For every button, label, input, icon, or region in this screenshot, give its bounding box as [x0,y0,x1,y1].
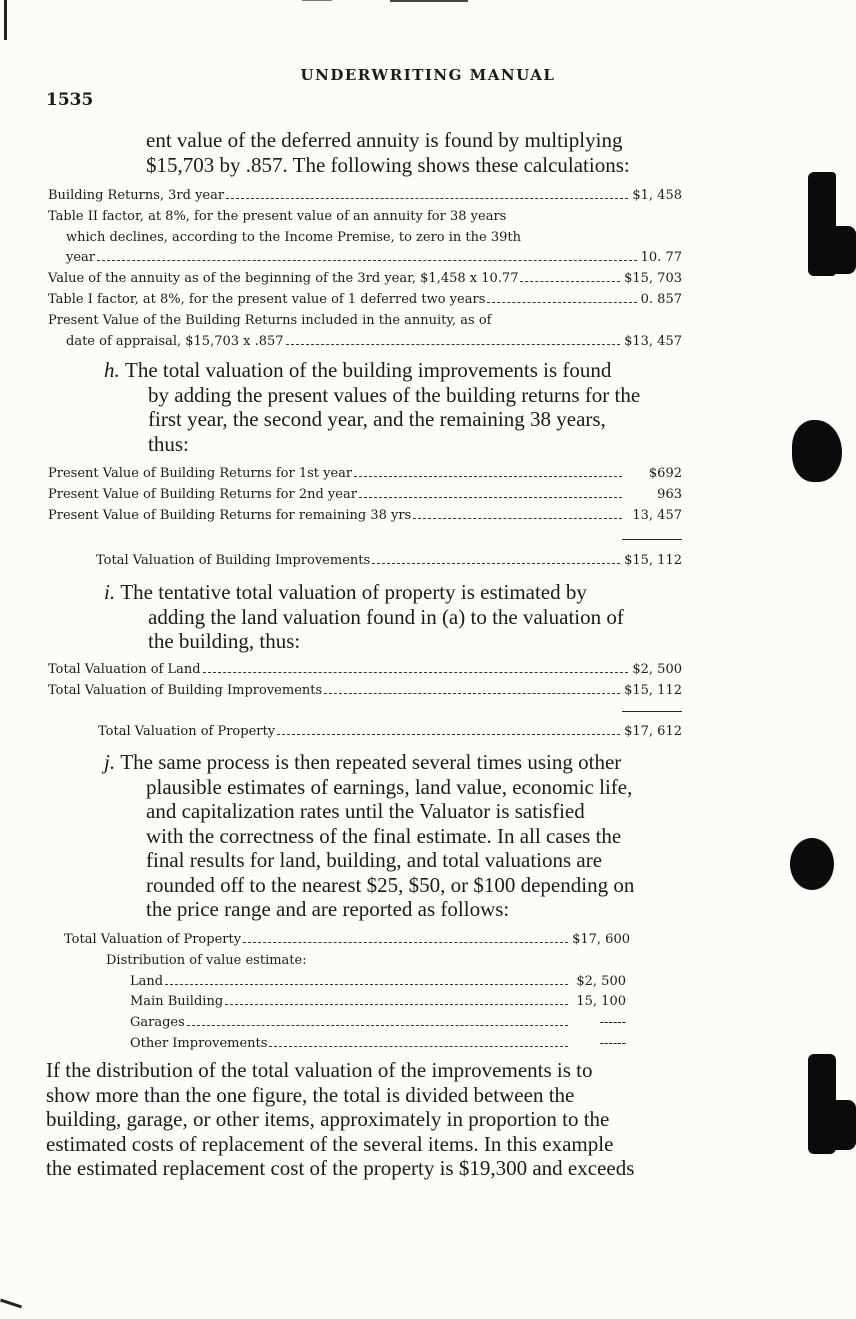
calc-row [48,207,682,228]
section-line: first year, the second year, and the remaining 38 years, [148,407,606,431]
dot-leader [324,692,620,694]
dot-leader [359,496,622,498]
pv-label: Present Value of Building Returns for remaining 38 yrs [48,507,412,523]
pv-total [96,551,682,572]
punch-hole-mark [792,420,842,482]
section-line: by adding the present values of the building returns for the [148,382,641,407]
closing-line [46,1156,680,1181]
section-letter: h. [104,358,120,382]
pv-row [48,485,682,506]
distribution-item-label: Land [130,973,164,989]
distribution-item-value: ------ [599,1015,626,1031]
pv-row [48,506,682,527]
pv-total-row [96,551,682,572]
scan-top-rule [390,0,468,2]
calc-row [48,311,682,332]
dot-leader [286,343,621,345]
section-text: The same process is then repeated several times using other [120,750,622,774]
calc-row [48,290,682,311]
running-header: UNDERWRITING MANUAL [300,66,556,84]
pv-label: Present Value of Building Returns for 2nd year [48,486,357,502]
section-line: and capitalization rates until the Valuator is satisfied [146,799,585,823]
distribution-label: Distribution of value estimate: [106,952,307,968]
pv-value: 963 [657,486,682,502]
closing-text: building, garage, or other items, approximately in proportion to the [46,1107,610,1131]
punch-hole-mark [790,838,834,890]
scan-edge-mark [0,1299,22,1309]
closing-text: the estimated replacement cost of the property is $19,300 and exceeds [46,1156,635,1180]
section-text: The total valuation of the building improvements is found [125,358,612,382]
calc-value: 10. 77 [640,250,682,266]
section-line: the building, thus: [148,629,301,653]
intro-line: $15,703 by .857. The following shows these calculations: [146,152,630,177]
calc-label: Present Value of the Building Returns included in the annuity, as of [48,312,492,328]
dot-leader [225,1003,568,1005]
dot-leader [277,733,620,735]
property-row [48,660,682,681]
pv-total-label: Total Valuation of Building Improvements [96,553,371,568]
scan-top-rule [302,0,332,1]
section-line: rounded off to the nearest $25, $50, or $100 depending on [146,872,635,897]
calc-row [48,269,682,290]
calc-label: Table I factor, at 8%, for the present value of 1 deferred two years [48,291,486,307]
distribution-item [130,972,626,993]
section-line [104,580,682,605]
calc-table [48,186,682,352]
sum-rule [622,711,682,712]
property-label: Total Valuation of Land [48,662,201,677]
calc-value: $1, 458 [632,188,682,203]
dot-leader [187,1024,568,1026]
distribution-item-label: Main Building [130,994,224,1010]
closing-text: estimated costs of replacement of the several items. In this example [46,1131,614,1156]
calc-label: Table II factor, at 8%, for the present value of an annuity for 38 years [48,208,507,224]
pv-value: $692 [648,466,682,481]
distribution-item-label: Garages [130,1015,185,1031]
property-total-row [98,722,682,743]
pv-value: 13, 457 [632,507,682,523]
calc-label: Building Returns, 3rd year [48,188,225,203]
closing-text: If the distribution of the total valuation of the improvements is to [46,1058,593,1082]
thumb-tab-mark [826,226,856,274]
distribution-label-row [64,951,630,972]
page-number: 1535 [46,90,94,110]
closing-line [46,1058,680,1083]
final-total-row [64,930,630,951]
closing-line [46,1107,680,1132]
section-j [104,750,682,922]
distribution-item-value: ------ [599,1035,626,1051]
dot-leader [203,671,629,673]
dot-leader [243,941,568,943]
intro-line: ent value of the deferred annuity is found by multiplying [146,128,623,152]
section-line: the price range and are reported as follows: [146,897,510,921]
calc-row [48,186,682,207]
dot-leader [269,1045,568,1047]
dot-leader [372,562,620,564]
thumb-tab-mark [826,1100,856,1150]
calc-label: Value of the annuity as of the beginning of the 3rd year, $1,458 x 10.77 [48,271,519,287]
section-line: thus: [148,431,189,456]
property-value: $15, 112 [624,682,682,698]
dot-leader [226,197,628,199]
section-i [104,580,682,654]
property-total-value: $17, 612 [624,724,682,739]
calc-value: $13, 457 [624,333,682,349]
dot-leader [487,301,636,303]
section-letter: j. [104,750,116,774]
dot-leader [354,475,622,477]
pv-table [48,464,682,526]
section-line: with the correctness of the final estimate. In all cases the [146,823,622,848]
section-h [104,358,682,456]
final-table [64,930,630,1055]
calc-value: $15, 703 [624,271,682,287]
property-label: Total Valuation of Building Improvements [48,682,323,698]
section-line: plausible estimates of earnings, land value, economic life, [146,774,633,799]
calc-row [48,228,682,249]
final-total-label: Total Valuation of Property [64,932,242,947]
calc-row [48,248,682,269]
pv-row [48,464,682,485]
section-letter: i. [104,580,116,604]
calc-label: date of appraisal, $15,703 x .857 [66,333,284,349]
closing-paragraph [46,1058,680,1181]
pv-total-value: $15, 112 [624,553,682,568]
section-line: adding the land valuation found in (a) to the valuation of [148,604,624,629]
distribution-item [130,1013,626,1034]
section-line [104,358,682,383]
property-table [48,660,682,702]
dot-leader [165,983,568,985]
dot-leader [520,280,620,282]
distribution-item [130,1034,626,1055]
property-row [48,681,682,702]
calc-row [48,332,682,353]
intro-paragraph [146,128,680,177]
property-total [98,722,682,743]
distribution-item [130,992,626,1013]
dot-leader [413,517,622,519]
scan-edge-mark [4,0,7,40]
section-line [104,750,682,775]
dot-leader [97,259,637,261]
closing-text: show more than the one figure, the total is divided between the [46,1082,575,1107]
final-total-value: $17, 600 [572,932,630,947]
calc-value: 0. 857 [640,291,682,307]
section-text: The tentative total valuation of property is estimated by [120,580,587,604]
closing-line [46,1132,680,1157]
closing-line [46,1083,680,1108]
calc-label: year [66,250,96,266]
distribution-item-value: 15, 100 [576,994,626,1010]
calc-label: which declines, according to the Income Premise, to zero in the 39th [66,229,521,245]
property-total-label: Total Valuation of Property [98,724,276,739]
pv-label: Present Value of Building Returns for 1st year [48,466,353,481]
sum-rule [622,539,682,540]
property-value: $2, 500 [632,662,682,677]
section-line: final results for land, building, and total valuations are [146,848,603,872]
distribution-item-label: Other Improvements [130,1035,268,1051]
distribution-list [64,972,626,1055]
distribution-item-value: $2, 500 [576,973,626,989]
